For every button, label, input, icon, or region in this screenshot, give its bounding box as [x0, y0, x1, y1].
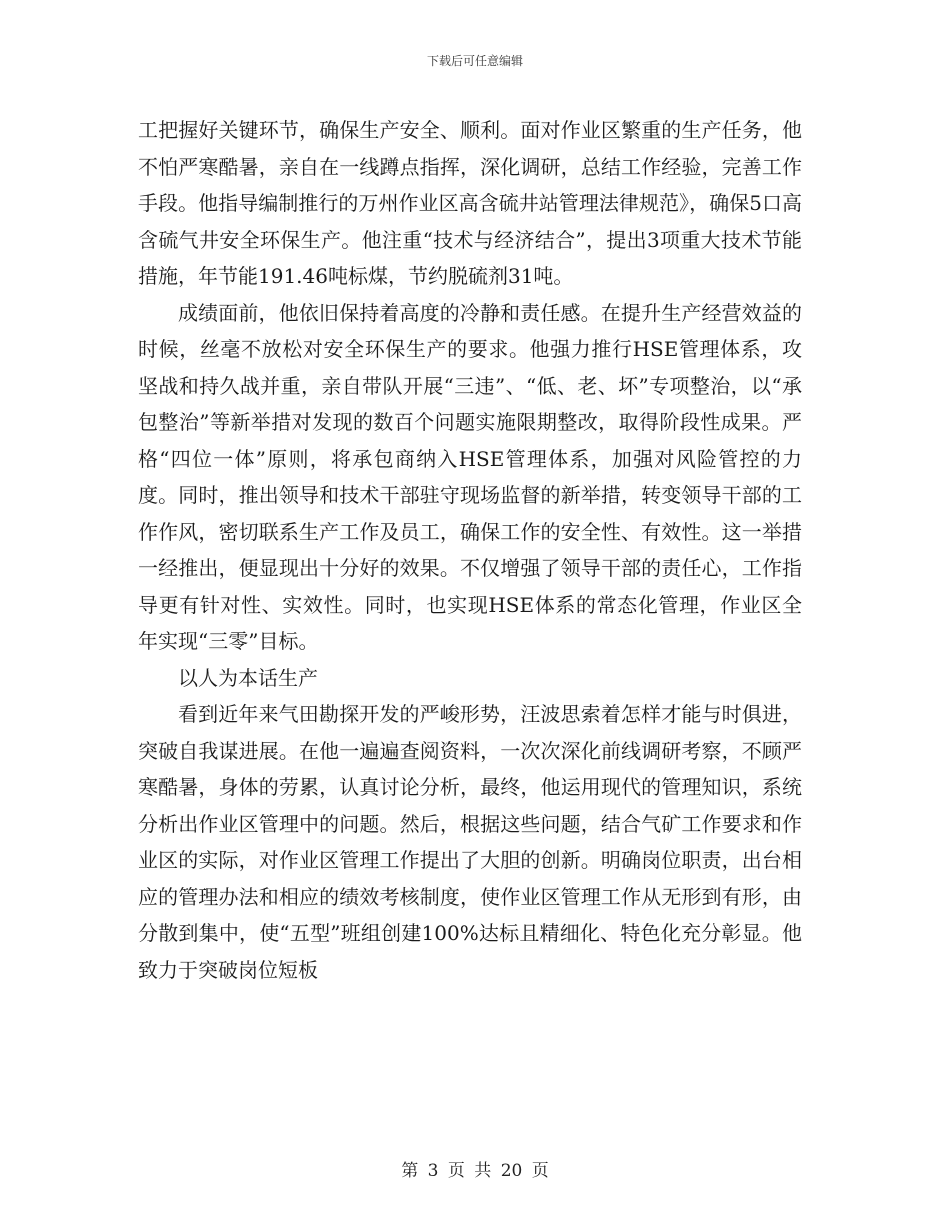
- document-body: [138, 112, 802, 988]
- paragraph-safety: 成绩面前，他依旧保持着高度的冷静和责任感。在提升生产经营效益的时候，丝毫不放松对安全环保生产的要求。他强力推行HSE管理体系，攻坚战和持久战并重，亲自带队开展“三违”、“低、老、坏”专项整治，以“承包整治”等新举措对发现的数百个问题实施限期整改，取得阶段性成果。严格“四位一体”原则，将承包商纳入HSE管理体系，加强对风险管控的力度。同时，推出领导和技术干部驻守现场监督的新举措，转变领导干部的工作作风，密切联系生产工作及员工，确保工作的安全性、有效性。这一举措一经推出，便显现出十分好的效果。不仅增强了领导干部的责任心，工作指导更有针对性、实效性。同时，也实现HSE体系的常态化管理，作业区全年实现“三零”目标。: [138, 300, 802, 653]
- page-footer: 第 3 页 共 20 页: [401, 1161, 549, 1181]
- page-header: 下载后可任意编辑: [426, 54, 523, 68]
- paragraph-continuation: 工把握好关键环节，确保生产安全、顺利。面对作业区繁重的生产任务，他不怕严寒酷暑，亲自在一线蹲点指挥，深化调研，总结工作经验，完善工作手段。他指导编制推行的万州作业区高含硫井站管理法律规范》，确保5口高含硫气井安全环保生产。他注重“技术与经济结合”，提出3项重大技术节能措施，年节能191.46吨标煤，节约脱硫剂31吨。: [138, 118, 802, 288]
- paragraph-management: 看到近年来气田勘探开发的严峻形势，汪波思索着怎样才能与时俱进，突破自我谋进展。在他一遍遍查阅资料，一次次深化前线调研考察，不顾严寒酷暑，身体的劳累，认真讨论分析，最终，他运用现代的管理知识，系统分析出作业区管理中的问题。然后，根据这些问题，结合气矿工作要求和作业区的实际，对作业区管理工作提出了大胆的创新。明确岗位职责，出台相应的管理办法和相应的绩效考核制度，使作业区管理工作从无形到有形，由分散到集中，使“五型”班组创建100%达标且精细化、特色化充分彰显。他致力于突破岗位短板: [138, 702, 802, 982]
- section-heading: 以人为本话生产: [178, 665, 318, 690]
